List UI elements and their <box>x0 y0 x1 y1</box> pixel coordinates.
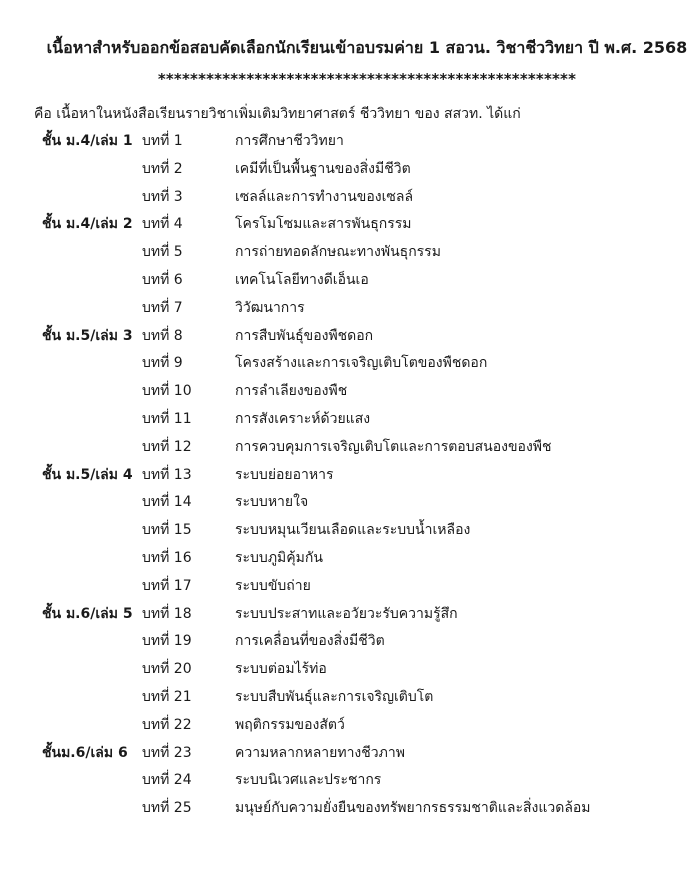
chapter-name: การสังเคราะห์ด้วยแสง <box>235 410 371 427</box>
chapter-name: การสืบพันธุ์ของพืชดอก <box>235 327 374 344</box>
document-title: เนื้อหาสำหรับออกข้อสอบคัดเลือกนักเรียนเข้าอบรมค่าย 1 สอวน. วิชาชีววิทยา ปี พ.ศ. 2568 <box>46 38 688 57</box>
chapter-number: บทที่ 2 <box>142 160 183 177</box>
chapter-name: ระบบต่อมไร้ท่อ <box>235 661 327 678</box>
chapter-row <box>0 378 690 406</box>
chapter-name: ระบบประสาทและอวัยวะรับความรู้สึก <box>235 605 458 622</box>
chapter-name: ระบบสืบพันธุ์และการเจริญเติบโต <box>235 688 434 705</box>
chapter-name: ความหลากหลายทางชีวภาพ <box>235 744 405 761</box>
chapter-row <box>0 795 690 823</box>
chapter-name: เคมีที่เป็นพื้นฐานของสิ่งมีชีวิต <box>235 160 411 177</box>
chapter-row <box>0 517 690 545</box>
chapter-number: บทที่ 9 <box>142 355 183 372</box>
chapter-number: บทที่ 14 <box>142 494 192 511</box>
chapter-name: ระบบย่อยอาหาร <box>235 466 334 483</box>
grade-volume-label: ชั้น ม.5/เล่ม 4 <box>42 466 133 483</box>
chapter-number: บทที่ 5 <box>142 244 183 261</box>
chapter-number: บทที่ 22 <box>142 716 192 733</box>
chapter-number: บทที่ 11 <box>142 410 192 427</box>
chapter-name: การศึกษาชีววิทยา <box>235 133 344 149</box>
chapter-number: บทที่ 23 <box>142 744 192 761</box>
chapter-row <box>0 601 690 629</box>
chapter-name: โครงสร้างและการเจริญเติบโตของพืชดอก <box>235 355 488 372</box>
chapter-row <box>0 323 690 351</box>
separator-line: **************************************************** <box>157 70 577 88</box>
chapter-number: บทที่ 17 <box>142 577 192 594</box>
chapter-row <box>0 489 690 517</box>
chapter-row <box>0 156 690 184</box>
chapter-row <box>0 184 690 212</box>
chapter-number: บทที่ 6 <box>142 271 183 288</box>
chapter-name: เทคโนโลยีทางดีเอ็นเอ <box>235 271 369 288</box>
chapter-name: พฤติกรรมของสัตว์ <box>235 716 345 733</box>
chapter-name: มนุษย์กับความยั่งยืนของทรัพยากรธรรมชาติและสิ่งแวดล้อม <box>235 800 591 817</box>
grade-volume-label: ชั้นม.6/เล่ม 6 <box>42 744 128 761</box>
chapter-row <box>0 684 690 712</box>
chapter-name: ระบบนิเวศและประชากร <box>235 772 382 789</box>
chapter-row <box>0 239 690 267</box>
chapter-row <box>0 267 690 295</box>
chapter-row <box>0 406 690 434</box>
chapter-name: วิวัฒนาการ <box>235 299 305 316</box>
chapter-row <box>0 545 690 573</box>
chapter-row <box>0 767 690 795</box>
grade-volume-label: ชั้น ม.5/เล่ม 3 <box>42 327 133 344</box>
chapter-row <box>0 656 690 684</box>
intro-text: คือ เนื้อหาในหนังสือเรียนรายวิชาเพิ่มเติมวิทยาศาสตร์ ชีววิทยา ของ สสวท. ได้แก่ <box>34 106 521 122</box>
chapter-name: ระบบหายใจ <box>235 494 309 511</box>
chapter-row <box>0 295 690 323</box>
chapter-number: บทที่ 24 <box>142 772 192 789</box>
chapter-number: บทที่ 8 <box>142 327 183 344</box>
chapter-name: การถ่ายทอดลักษณะทางพันธุกรรม <box>235 244 441 261</box>
chapter-number: บทที่ 3 <box>142 188 183 205</box>
chapter-name: การลำเลียงของพืช <box>235 383 348 400</box>
chapter-name: การเคลื่อนที่ของสิ่งมีชีวิต <box>235 633 385 650</box>
chapter-number: บทที่ 7 <box>142 299 183 316</box>
chapter-number: บทที่ 10 <box>142 383 192 400</box>
chapter-name: ระบบภูมิคุ้มกัน <box>235 549 323 566</box>
chapter-row <box>0 712 690 740</box>
chapter-number: บทที่ 1 <box>142 133 183 149</box>
chapter-number: บทที่ 12 <box>142 438 192 455</box>
chapter-row <box>0 350 690 378</box>
grade-volume-label: ชั้น ม.6/เล่ม 5 <box>42 605 133 622</box>
chapter-number: บทที่ 15 <box>142 522 192 539</box>
chapter-name: ระบบหมุนเวียนเลือดและระบบน้ำเหลือง <box>235 522 471 539</box>
chapter-number: บทที่ 13 <box>142 466 192 483</box>
chapter-number: บทที่ 25 <box>142 800 192 817</box>
chapter-row <box>0 573 690 601</box>
chapter-number: บทที่ 19 <box>142 633 192 650</box>
chapter-row <box>0 128 690 156</box>
chapter-number: บทที่ 4 <box>142 216 183 233</box>
grade-volume-label: ชั้น ม.4/เล่ม 1 <box>42 133 133 149</box>
chapter-list <box>0 128 690 823</box>
chapter-row <box>0 434 690 462</box>
chapter-row <box>0 211 690 239</box>
chapter-row <box>0 740 690 768</box>
chapter-name: โครโมโซมและสารพันธุกรรม <box>235 216 412 233</box>
chapter-row <box>0 628 690 656</box>
chapter-number: บทที่ 18 <box>142 605 192 622</box>
chapter-name: การควบคุมการเจริญเติบโตและการตอบสนองของพืช <box>235 438 552 455</box>
chapter-name: เซลล์และการทำงานของเซลล์ <box>235 188 414 205</box>
chapter-name: ระบบขับถ่าย <box>235 577 311 594</box>
chapter-number: บทที่ 16 <box>142 549 192 566</box>
grade-volume-label: ชั้น ม.4/เล่ม 2 <box>42 216 133 233</box>
chapter-row <box>0 462 690 490</box>
chapter-number: บทที่ 20 <box>142 661 192 678</box>
chapter-number: บทที่ 21 <box>142 688 192 705</box>
